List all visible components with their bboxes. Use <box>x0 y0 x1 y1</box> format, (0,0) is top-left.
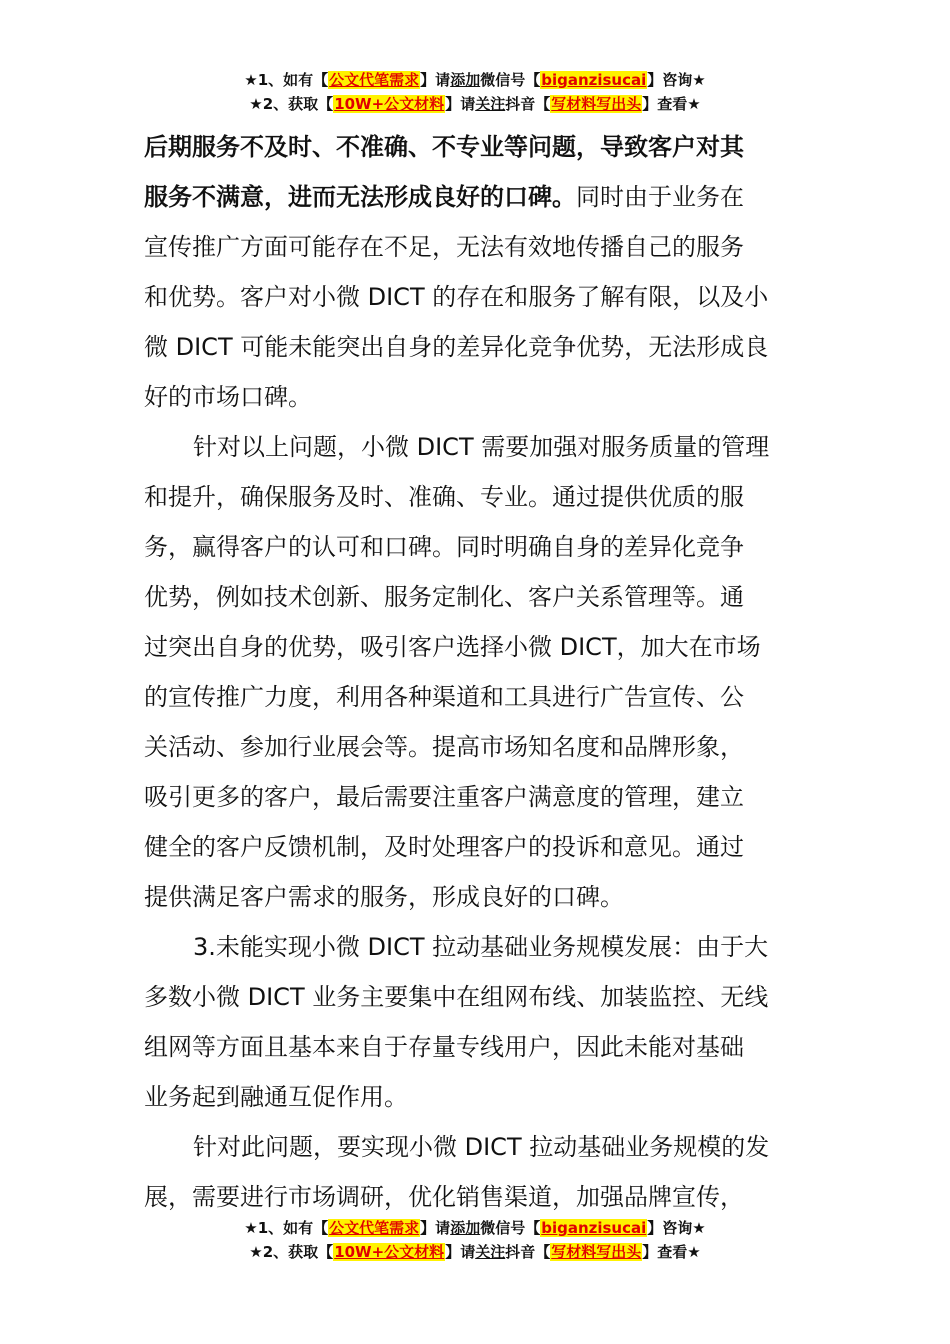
banner-highlight: biganzisucai <box>541 1219 647 1237</box>
text-line: 吸引更多的客户，最后需要注重客户满意度的管理，建立 <box>144 783 744 811</box>
banner-text: ★1、如有【 <box>244 1219 329 1237</box>
banner-line-1 <box>0 68 950 92</box>
text-line: 多数小微 DICT 业务主要集中在组网布线、加装监控、无线 <box>144 983 769 1011</box>
banner-text: 微信号【 <box>480 71 541 89</box>
text-line: 健全的客户反馈机制，及时处理客户的投诉和意见。通过 <box>144 833 744 861</box>
banner-underlined: 关注 <box>475 1243 506 1261</box>
banner-line-1 <box>0 1216 950 1240</box>
text-line: 组网等方面且基本来自于存量专线用户，因此未能对基础 <box>144 1033 744 1061</box>
text-line: 业务起到融通互促作用。 <box>144 1083 408 1111</box>
banner-text: ★2、获取【 <box>249 1243 334 1261</box>
text-line: 和提升，确保服务及时、准确、专业。通过提供优质的服 <box>144 483 744 511</box>
banner-highlight: 公文代笔需求 <box>329 71 420 89</box>
plain-text: 同时由于业务在 <box>576 183 744 211</box>
banner-highlight: 写材料写出头 <box>551 95 642 113</box>
banner-text: 抖音【 <box>505 95 551 113</box>
text-line: 针对以上问题，小微 DICT 需要加强对服务质量的管理 <box>193 433 770 461</box>
text-line: 展，需要进行市场调研，优化销售渠道，加强品牌宣传， <box>144 1183 744 1211</box>
text-line: 3.未能实现小微 DICT 拉动基础业务规模发展：由于大 <box>193 933 769 961</box>
header-banner <box>0 68 950 116</box>
banner-text: 】查看★ <box>642 95 701 113</box>
banner-underlined: 添加 <box>450 71 481 89</box>
document-body <box>144 122 809 1222</box>
banner-underlined: 添加 <box>450 1219 481 1237</box>
text-line: 和优势。客户对小微 DICT 的存在和服务了解有限，以及小 <box>144 283 769 311</box>
paragraph-4 <box>144 1122 809 1222</box>
bold-text: 服务不满意，进而无法形成良好的口碑。 <box>144 183 576 211</box>
banner-text: 】查看★ <box>642 1243 701 1261</box>
banner-text: 】咨询★ <box>647 71 706 89</box>
paragraph-1 <box>144 122 809 422</box>
text-line: 的宣传推广力度，利用各种渠道和工具进行广告宣传、公 <box>144 683 744 711</box>
paragraph-2 <box>144 422 809 922</box>
banner-text: ★1、如有【 <box>244 71 329 89</box>
banner-text: 】请 <box>420 71 451 89</box>
text-line: 务，赢得客户的认可和口碑。同时明确自身的差异化竞争 <box>144 533 744 561</box>
text-line: 优势，例如技术创新、服务定制化、客户关系管理等。通 <box>144 583 744 611</box>
banner-highlight: 写材料写出头 <box>551 1243 642 1261</box>
banner-line-2 <box>0 92 950 116</box>
banner-highlight: 10W+公文材料 <box>334 95 445 113</box>
text-line <box>144 172 809 222</box>
banner-highlight: 公文代笔需求 <box>329 1219 420 1237</box>
banner-text: 】请 <box>445 95 476 113</box>
banner-text: 抖音【 <box>505 1243 551 1261</box>
banner-text: 】咨询★ <box>647 1219 706 1237</box>
text-line: 宣传推广方面可能存在不足，无法有效地传播自己的服务 <box>144 233 744 261</box>
banner-text: 微信号【 <box>480 1219 541 1237</box>
banner-underlined: 关注 <box>475 95 506 113</box>
paragraph-3 <box>144 922 809 1122</box>
text-line: 关活动、参加行业展会等。提高市场知名度和品牌形象， <box>144 733 744 761</box>
banner-text: 】请 <box>420 1219 451 1237</box>
banner-line-2 <box>0 1240 950 1264</box>
text-line: 提供满足客户需求的服务，形成良好的口碑。 <box>144 883 624 911</box>
banner-highlight: biganzisucai <box>541 71 647 89</box>
banner-highlight: 10W+公文材料 <box>334 1243 445 1261</box>
text-line: 微 DICT 可能未能突出自身的差异化竞争优势，无法形成良 <box>144 333 769 361</box>
banner-text: 】请 <box>445 1243 476 1261</box>
text-line: 后期服务不及时、不准确、不专业等问题，导致客户对其 <box>144 133 744 161</box>
text-line: 针对此问题，要实现小微 DICT 拉动基础业务规模的发 <box>193 1133 770 1161</box>
text-line: 过突出自身的优势，吸引客户选择小微 DICT，加大在市场 <box>144 633 761 661</box>
text-line: 好的市场口碑。 <box>144 383 312 411</box>
footer-banner <box>0 1216 950 1264</box>
banner-text: ★2、获取【 <box>249 95 334 113</box>
